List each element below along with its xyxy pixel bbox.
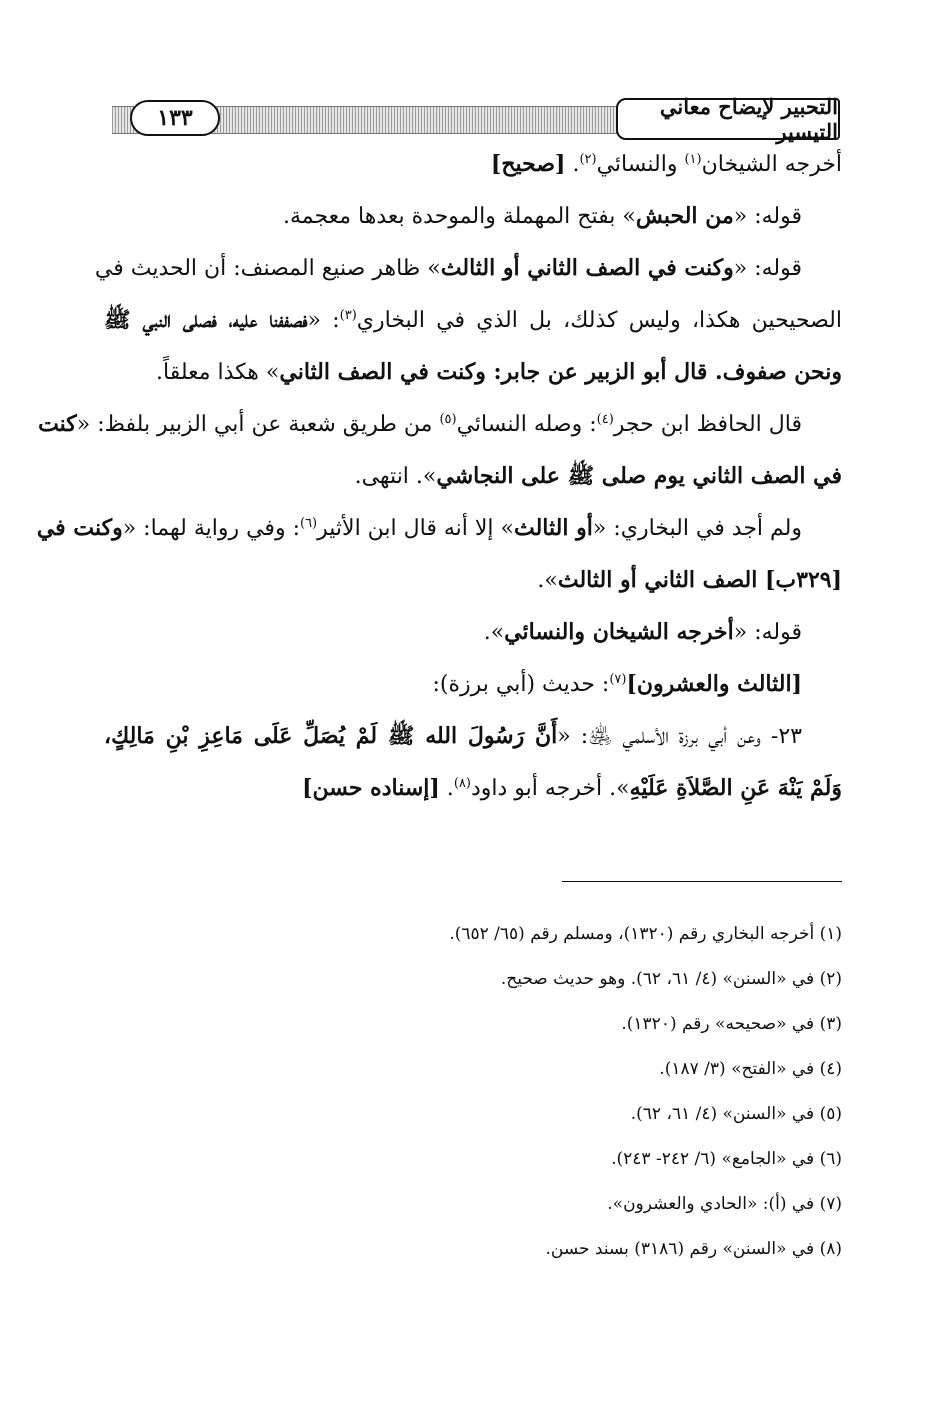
footnote-6: (٦) في «الجامع» (٦/ ٢٤٢- ٢٤٣). — [611, 1149, 842, 1169]
footnote-5: (٥) في «السنن» (٤/ ٦١، ٦٢). — [630, 1104, 842, 1124]
footnote-1: (١) أخرجه البخاري رقم (١٣٢٠)، ومسلم رقم (٦٥/ ٦٥٢). — [449, 924, 842, 944]
footnote-3: (٣) في «صحيحه» رقم (١٣٢٠). — [621, 1014, 842, 1034]
grade-label: [صحيح] — [490, 151, 566, 177]
running-header — [112, 94, 840, 144]
footnote-separator — [562, 881, 842, 882]
text-line-3: قوله: «وكنت في الصف الثاني أو الثالث» ظاهر صنيع المصنف: أن الحديث في — [94, 255, 802, 281]
text-line-10: قوله: «أخرجه الشيخان والنسائي». — [483, 619, 802, 645]
text-line-1: أخرجه الشيخان$^{(١)}$ والنسائي$^{(٢)}$. [صحيح] — [490, 151, 842, 177]
footnote-ref-5[interactable]: (٥) — [439, 412, 457, 427]
page-number: ١٣٣ — [130, 100, 220, 136]
footnote-2: (٢) في «السنن» (٤/ ٦١، ٦٢). وهو حديث صحيح. — [500, 969, 842, 989]
footnote-4: (٤) في «الفتح» (٣/ ١٨٧). — [659, 1059, 842, 1079]
footnote-ref-1[interactable]: (١) — [684, 152, 702, 167]
text-line-4: الصحيحين هكذا، وليس كذلك، بل الذي في البخاري$^{(٣)}$: «فصففنا عليه، فصلى النبي ﷺ — [104, 307, 842, 333]
text-line-5: ونحن صفوف. قال أبو الزبير عن جابر: وكنت في الصف الثاني» هكذا معلقاً. — [156, 359, 842, 385]
hadith-line-2: وَلَمْ يَنْهَ عَنِ الصَّلاَةِ عَلَيْهِ». أخرجه أبو داود$^{(٨)}$. [إسناده حسن] — [302, 775, 842, 801]
text-line-7: في الصف الثاني يوم صلى ﷺ على النجاشي». انتهى. — [354, 463, 842, 489]
footnote-7: (٧) في (أ): «الحادي والعشرون». — [607, 1194, 842, 1214]
footnote-ref-3[interactable]: (٣) — [339, 308, 357, 323]
text-line-6: قال الحافظ ابن حجر$^{(٤)}$: وصله النسائي$^{(٥)}$ من طريق شعبة عن أبي الزبير بلفظ: «كنت — [38, 411, 802, 437]
footnote-ref-8[interactable]: (٨) — [453, 776, 471, 791]
text-line-9: [٣٢٩ب] الصف الثاني أو الثالث». — [537, 567, 842, 593]
footnote-ref-4[interactable]: (٤) — [596, 412, 614, 427]
book-title: التحبير لإيضاح معاني التيسير — [616, 98, 840, 140]
footnote-ref-6[interactable]: (٦) — [299, 516, 318, 531]
hadith-line-1: ٢٣- وعن أبي برزة الأسلمي ﵁: «أَنَّ رَسُولَ الله ﷺ لَمْ يُصَلِّ عَلَى مَاعِزِ بْنِ مَالِكٍ، — [104, 723, 802, 749]
footnote-ref-7[interactable]: (٧) — [609, 672, 627, 687]
text-line-2: قوله: «من الحبش» بفتح المهملة والموحدة بعدها معجمة. — [282, 203, 802, 229]
main-text — [36, 138, 842, 814]
footnote-8: (٨) في «السنن» رقم (٣١٨٦) بسند حسن. — [545, 1239, 842, 1259]
text-line-8: ولم أجد في البخاري: «أو الثالث» إلا أنه قال ابن الأثير$^{(٦)}$: وفي رواية لهما: «وكنت في — [36, 515, 802, 541]
section-heading: [الثالث والعشرون]$^{(٧)}$: حديث (أبي برزة): — [432, 671, 802, 697]
footnote-ref-2[interactable]: (٢) — [579, 152, 597, 167]
grade-label: [إسناده حسن] — [302, 775, 440, 801]
footnotes — [104, 912, 842, 1272]
